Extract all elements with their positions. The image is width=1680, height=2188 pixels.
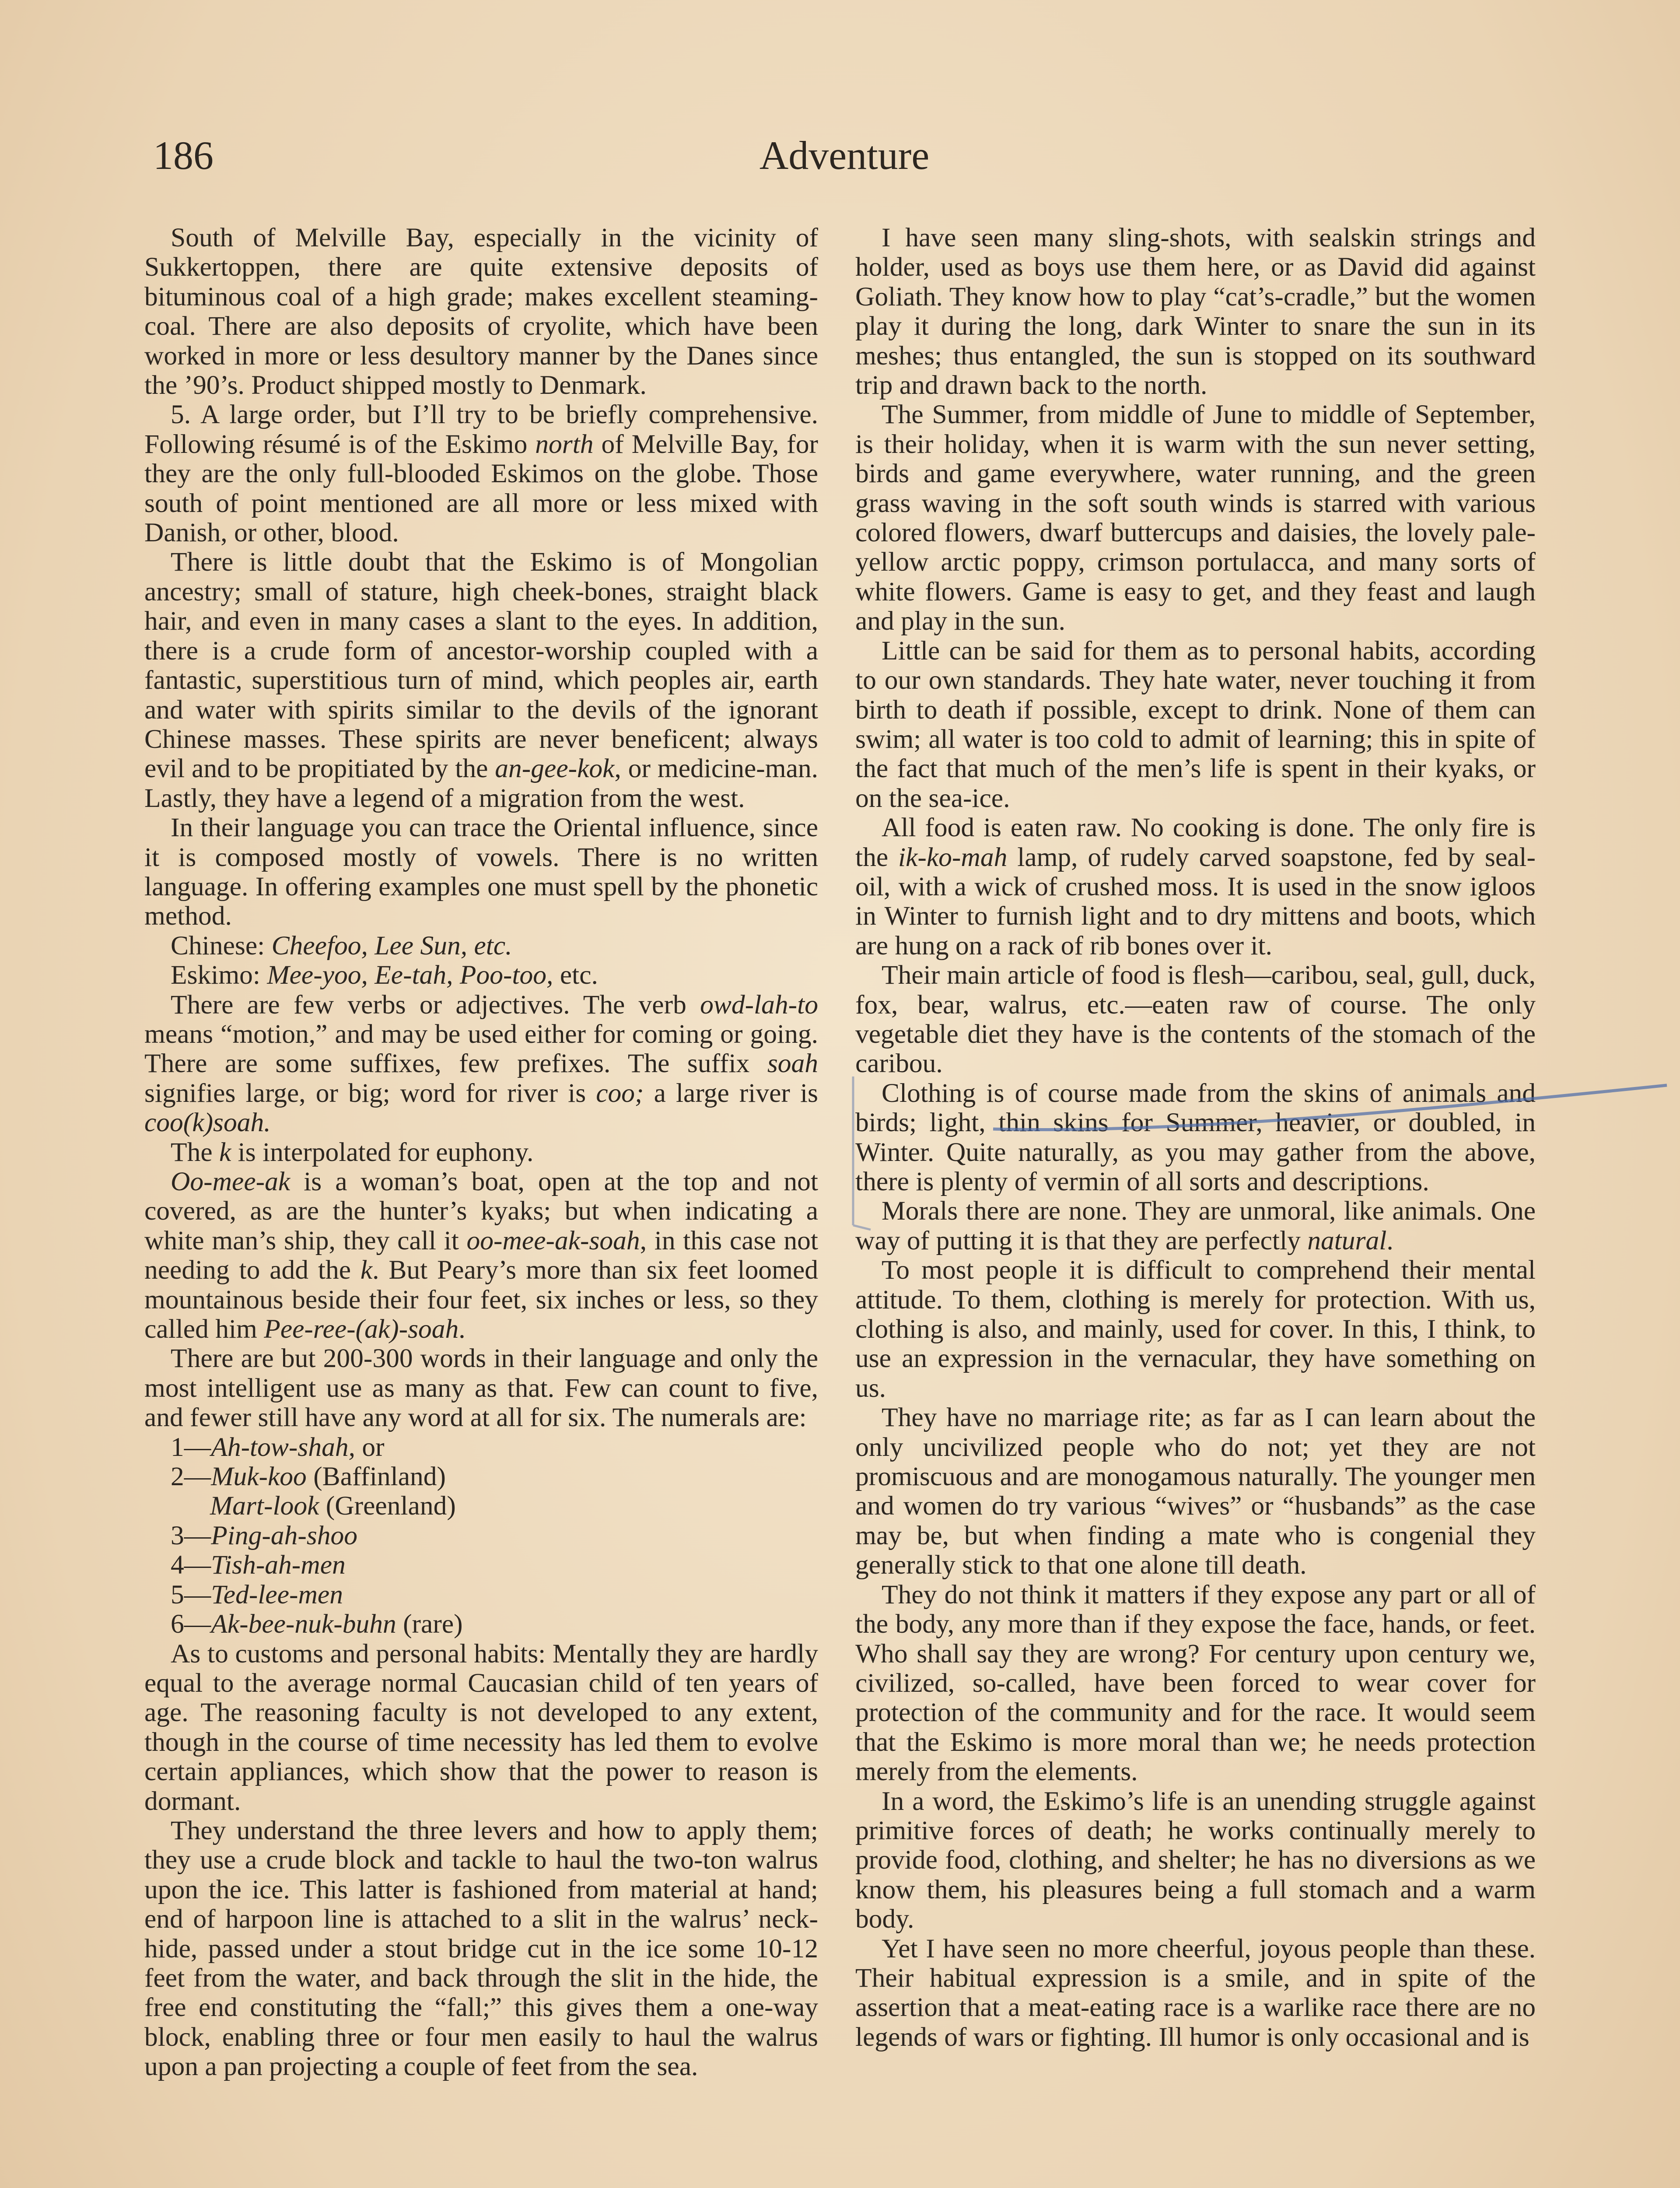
paragraph: To most people it is difficult to comprehend their mental attitude. To them, clothing is merely for protection. With us, clothing is also, and mainly, used for cover. In this, I think, to use an expression in the vernacular, they have something on us. <box>855 1255 1536 1403</box>
example-eskimo: Eskimo: Mee-yoo, Ee-tah, Poo-too, etc. <box>171 960 598 990</box>
paragraph: There is little doubt that the Eskimo is of Mongolian ancestry; small of stature, high cheek-bones, straight black hair, and even in many cases a slant to the eyes. In addition, there is a crude form of ancestor-worship coupled with a fantastic, superstitious turn of mind, which peoples air, earth and water with spirits similar to the devils of the ignorant Chinese masses. These spirits are never beneficent; always evil and to be propitiated by the an-gee-kok, or medicine-man. Lastly, they have a legend of a migration from the west. <box>144 547 819 813</box>
paragraph: I have seen many sling-shots, with sealskin strings and holder, used as boys use them here, or as David did against Goliath. They know how to play “cat’s-cradle,” but the women play it during the long, dark Winter to snare the sun in its meshes; thus entangled, the sun is stopped on its southward trip and drawn back to the north. <box>855 223 1536 400</box>
paragraph: In a word, the Eskimo’s life is an unending struggle against primitive forces of death; he works continually merely to provide food, clothing, and shelter; he has no diversions as we know them, his pleasures being a full stomach and a warm body. <box>855 1786 1536 1934</box>
numeral-item: Mart-look (Greenland) <box>210 1491 456 1521</box>
paragraph: They do not think it matters if they expose any part or all of the body, any more than if they expose the face, hands, or feet. Who shall say they are wrong? For century upon century we, civilized, so-called, have been forced to wear cover for protection of the community and for the race. It would seem that the Eskimo is more moral than we; he needs protection merely from the elements. <box>855 1579 1536 1787</box>
page-number: 186 <box>153 133 214 178</box>
left-column <box>144 223 818 2082</box>
paragraph: All food is eaten raw. No cooking is done. The only fire is the ik-ko-mah lamp, of rudely carved soapstone, fed by seal-oil, with a wick of crushed moss. It is used in the snow igloos in Winter to furnish light and to dry mittens and boots, which are hung on a rack of rib bones over it. <box>855 813 1536 961</box>
paragraph: There are few verbs or adjectives. The verb owd-lah-to means “motion,” and may be used either for coming or going. There are some suffixes, few prefixes. The suffix soah signifies large, or big; word for river is coo; a large river is coo(k)soah. <box>144 989 818 1138</box>
numeral-item: 6—Ak-bee-nuk-buhn (rare) <box>171 1609 463 1639</box>
paragraph: 5. A large order, but I’ll try to be briefly comprehensive. Following résumé is of the Eskimo north of Melville Bay, for they are the only full-blooded Eskimos on the globe. Those south of point mentioned are all more or less mixed with Danish, or other, blood. <box>144 400 818 548</box>
paragraph: Little can be said for them as to personal habits, according to our own standards. They hate water, never touching it from birth to death if possible, except to drink. None of them can swim; all water is too cold to admit of learning; this in spite of the fact that much of the men’s life is spent in their kyaks, or on the sea-ice. <box>855 635 1536 813</box>
paragraph: Clothing is of course made from the skins of animals and birds; light, thin skins for Summer, heavier, or doubled, in Winter. Quite naturally, as you may gather from the above, there is plenty of vermin of all sorts and descriptions. <box>855 1078 1536 1196</box>
running-title: Adventure <box>759 133 930 178</box>
paragraph: As to customs and personal habits: Mentally they are hardly equal to the average normal Caucasian child of ten years of age. The reasoning faculty is not developed to any extent, though in the course of time necessity has led them to evolve certain appliances, which show that the power to reason is dormant. <box>144 1638 818 1816</box>
paragraph: Oo-mee-ak is a woman’s boat, open at the top and not covered, as are the hunter’s kyaks; but when indicating a white man’s ship, they call it oo-mee-ak-soah, in this case not needing to add the k. But Peary’s more than six feet loomed mountainous beside their four feet, six inches or less, so they called him Pee-ree-(ak)-soah. <box>144 1167 818 1344</box>
paragraph: Morals there are none. They are unmoral, like animals. One way of putting it is that they are perfectly natural. <box>855 1196 1536 1255</box>
paragraph: South of Melville Bay, especially in the vicinity of Sukkertoppen, there are quite extensive deposits of bituminous coal of a high grade; makes excellent steaming-coal. There are also deposits of cryolite, which have been worked in more or less desultory manner by the Danes since the ’90’s. Product shipped mostly to Denmark. <box>144 223 818 400</box>
paragraph: The k is interpolated for euphony. <box>171 1137 534 1167</box>
paragraph: In their language you can trace the Oriental influence, since it is composed mostly of vowels. There is no written language. In offering examples one must spell by the phonetic method. <box>144 813 818 931</box>
numeral-item: 3—Ping-ah-shoo <box>171 1520 358 1550</box>
pen-mark <box>844 1068 1676 1252</box>
paragraph: Yet I have seen no more cheerful, joyous people than these. Their habitual expression is a smile, and in spite of the assertion that a meat-eating race is a warlike race there are no legends of wars or fighting. Ill humor is only occasional and is <box>855 1933 1536 2052</box>
paragraph: They understand the three levers and how to apply them; they use a crude block and tackle to haul the two-ton walrus upon the ice. This latter is fashioned from material at hand; end of harpoon line is attached to a slit in the walrus’ neck-hide, passed under a stout bridge cut in the ice some 10-12 feet from the water, and back through the slit in the hide, the free end constituting the “fall;” this gives them a one-way block, enabling three or four men easily to haul the walrus upon a pan projecting a couple of feet from the sea. <box>144 1815 818 2082</box>
example-chinese: Chinese: Cheefoo, Lee Sun, etc. <box>171 930 512 961</box>
paragraph: They have no marriage rite; as far as I can learn about the only uncivilized people who do not; yet they are not promiscuous and are monogamous naturally. The younger men and women do try various “wives” or “husbands” as the case may be, but when finding a mate who is congenial they generally stick to that one alone till death. <box>855 1403 1536 1580</box>
page-header <box>153 127 1536 184</box>
numeral-item: 4—Tish-ah-men <box>171 1550 346 1580</box>
paragraph: There are but 200-300 words in their language and only the most intelligent use as many as that. Few can count to five, and fewer still have any word at all for six. The numerals are: <box>144 1343 818 1433</box>
paragraph: Their main article of food is flesh—caribou, seal, gull, duck, fox, bear, walrus, etc.—eaten raw of course. The only vegetable diet they have is the contents of the stomach of the caribou. <box>855 960 1536 1079</box>
numeral-item: 2—Muk-koo (Baffinland) <box>171 1462 446 1492</box>
numeral-item: 5—Ted-lee-men <box>171 1579 343 1609</box>
paragraph: The Summer, from middle of June to middle of September, is their holiday, when it is warm with the sun never setting, birds and game everywhere, water running, and the green grass waving in the soft south winds is starred with various colored flowers, dwarf buttercups and daisies, the lovely pale-yellow arctic poppy, crimson portulacca, and many sorts of white flowers. Game is easy to get, and they feast and laugh and play in the sun. <box>855 400 1536 636</box>
numeral-item: 1—Ah-tow-shah, or <box>171 1432 385 1462</box>
